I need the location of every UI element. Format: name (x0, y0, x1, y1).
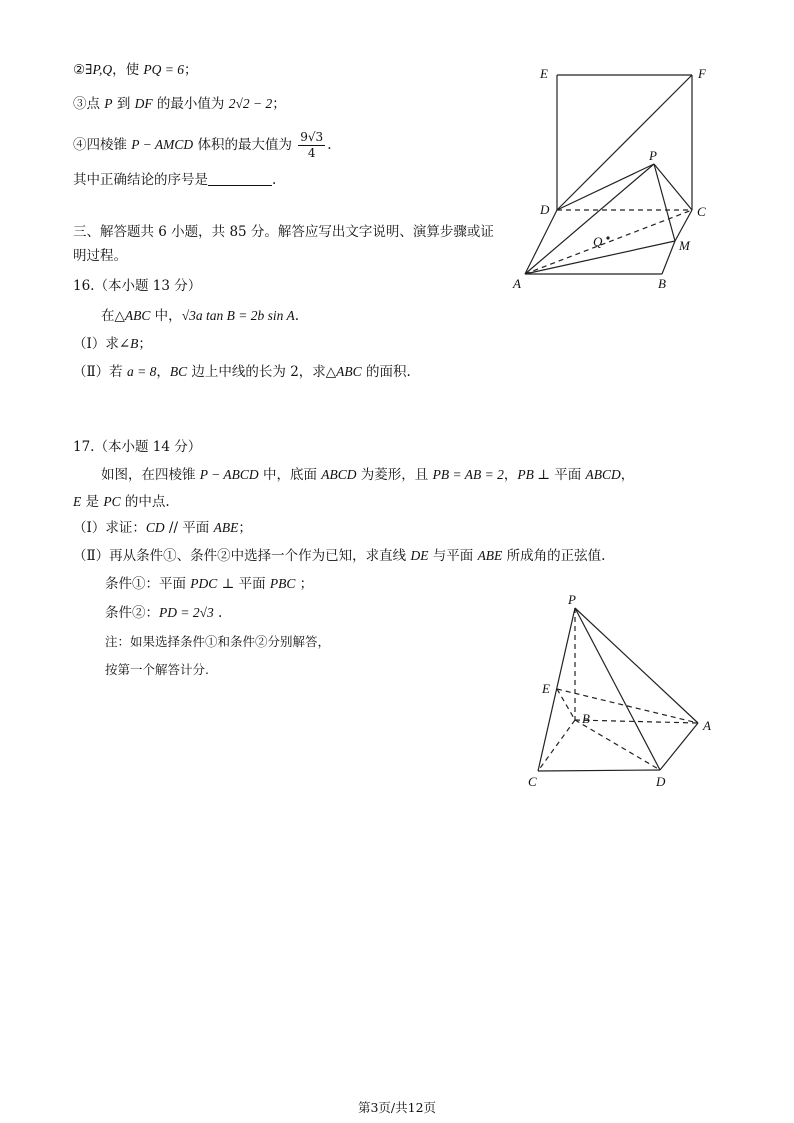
edge-CD (538, 770, 660, 771)
q15-item-2: ②∃P,Q，使 PQ = 6； (73, 62, 198, 78)
volume-fraction: $\frac{9√3}{4}$ (300, 130, 324, 160)
edge-PA (575, 608, 698, 723)
label-B: B (582, 711, 590, 726)
q17-note-line2: 按第一个解答计分. (105, 662, 209, 677)
q17-condition1: 条件①：平面 PDC ⊥ 平面 PBC ； (105, 576, 314, 592)
label-E: E (540, 66, 548, 81)
q17-note-line1: 注：如果选择条件①和条件②分别解答， (105, 634, 331, 649)
label-D: D (656, 774, 666, 789)
label-F: F (698, 66, 706, 81)
edge-PM (654, 164, 675, 241)
label-C: C (697, 204, 706, 219)
label-P: P (649, 148, 657, 163)
edge-EA (557, 689, 698, 723)
q15-item-4: ④四棱锥 P − AMCD 体积的最大值为 $\frac{9√3}{4}$ . (73, 130, 332, 160)
label-E: E (542, 681, 550, 696)
label-M: M (679, 238, 690, 253)
q17-stem-line2: E 是 PC 的中点. (73, 494, 170, 510)
q16-part2: （Ⅱ）若 a = 8，BC 边上中线的长为 2，求△ABC 的面积. (73, 364, 411, 380)
page-footer: 第3页/共12页 (357, 1100, 437, 1115)
edge-BA (575, 720, 698, 723)
q17-condition2: 条件②：PD = 2√3 . (105, 605, 223, 621)
answer-blank[interactable] (208, 171, 272, 186)
q15-item-3: ③点 P 到 DF 的最小值为 2√2 − 2； (73, 96, 286, 112)
label-A: A (513, 276, 521, 291)
q17-header: 17.（本小题 14 分） (73, 439, 202, 455)
q16-part1: （Ⅰ）求∠B； (73, 336, 152, 352)
label-P: P (568, 592, 576, 607)
q16-header: 16.（本小题 13 分） (73, 278, 202, 294)
label-D: D (540, 202, 550, 217)
label-Q: Q (593, 234, 603, 249)
q16-stem: 在△ABC 中，√3a tan B = 2b sin A. (101, 308, 300, 324)
figure-2-pyramid (520, 588, 720, 793)
section3-line2: 明过程。 (73, 248, 127, 264)
edge-DA (660, 723, 698, 770)
q17-part2: （Ⅱ）再从条件①、条件②中选择一个作为已知，求直线 DE 与平面 ABE 所成角的正弦值. (73, 548, 606, 564)
edge-PA (525, 164, 654, 274)
edge-MC (675, 210, 692, 241)
label-A: A (703, 718, 711, 733)
edge-PD (557, 164, 654, 210)
edge-BM (662, 241, 675, 274)
edge-AC (525, 210, 692, 274)
edge-DA (525, 210, 557, 274)
label-B: B (658, 276, 666, 291)
q17-stem-line1: 如图，在四棱锥 P − ABCD 中，底面 ABCD 为菱形，且 PB = AB = 2，PB ⊥ 平面 ABCD， (101, 467, 635, 483)
q15-conclusion: 其中正确结论的序号是 . (73, 172, 277, 188)
section3-line1: 三、解答题共 6 小题，共 85 分。解答应写出文字说明、演算步骤或证 (73, 224, 494, 240)
figure-1-solid (505, 58, 725, 298)
label-C: C (528, 774, 537, 789)
edge-PD (575, 608, 660, 770)
point-Q (606, 236, 609, 239)
q17-part1: （Ⅰ）求证：CD // 平面 ABE； (73, 520, 252, 536)
edge-EB (557, 689, 575, 720)
